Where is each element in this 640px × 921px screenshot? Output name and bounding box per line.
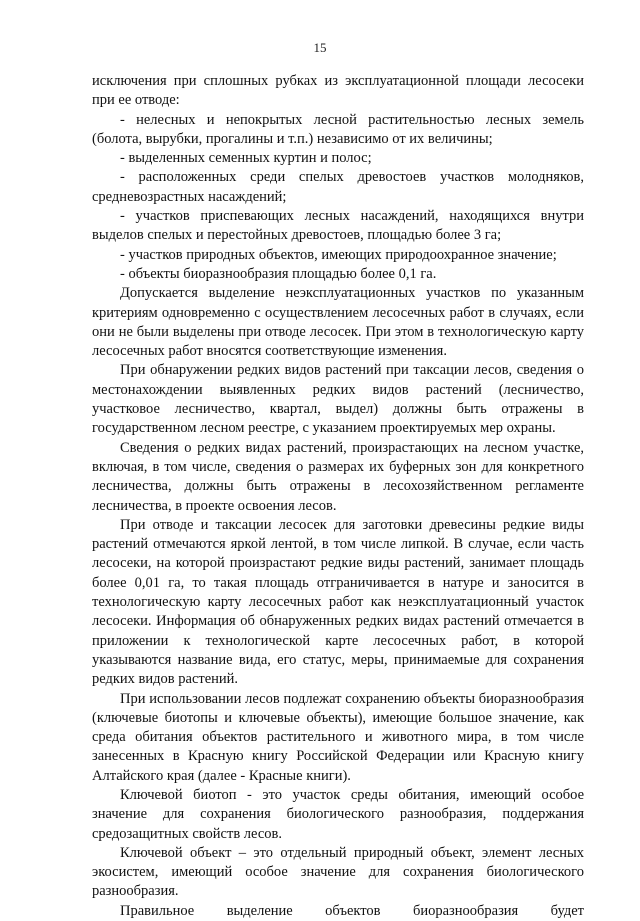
paragraph: Допускается выделение неэксплуатационных участков по указанным критериям одновременно с осуществлением лесосечных работ в случаях, если они не были выделены при отводе лесосек. При этом в технологическую карту лесосечных работ вносятся соответствующие изменения. [92,285,584,360]
list-item: - участков приспевающих лесных насаждений, находящихся внутри выделов спелых и перестойных древостоев, площадью более 3 га; [92,208,584,244]
paragraph: При обнаружении редких видов растений при таксации лесов, сведения о местонахождении выявленных редких видов растений (лесничество, участковое лесничество, квартал, выдел) должны быть отражены в государственном лесном реестре, с указанием проектируемых мер охраны. [92,362,584,437]
paragraph: Сведения о редких видах растений, произрастающих на лесном участке, включая, в том числе, сведения о размерах их буферных зон для конкретного лесничества, должны быть отражены в лесохозяйственном регламенте лесничества, в проекте освоения лесов. [92,439,584,514]
list-item: - участков природных объектов, имеющих природоохранное значение; [120,246,557,263]
paragraph: Ключевой биотоп - это участок среды обитания, имеющий особое значение для сохранения биологического разнообразия, поддержания средозащитных свойств лесов. [92,786,584,842]
list-item: - нелесных и непокрытых лесной растительностью лесных земель (болота, вырубки, прогалины и т.п.) независимо от их величины; [92,111,584,147]
list-item: - объекты биоразнообразия площадью более 0,1 га. [120,265,437,282]
list-item: - расположенных среди спелых древостоев участков молодняков, средневозрастных насаждений; [92,169,584,205]
paragraph: При использовании лесов подлежат сохранению объекты биоразнообразия (ключевые биотопы и ключевые объекты), имеющие большое значение, как среда обитания объектов растительного и животного мира, в том числе занесенных в Красную книгу Российской Федерации или Красную книгу Алтайского края (далее - Красные книги). [92,690,584,784]
page-number: 15 [313,40,327,55]
document-body [92,72,584,921]
paragraph: При отводе и таксации лесосек для заготовки древесины редкие виды растений отмечаются яркой лентой, в том числе липкой. В случае, если часть лесосеки, на которой произрастают редкие виды растений, занимает площадь более 0,01 га, то такая площадь отграничивается в натуре и заносится в технологическую карту лесосечных работ как неэксплуатационный участок лесосеки. Информация об обнаруженных редких видах растений отмечается в приложении к технологической карте лесосечных работ, в которой указываются название вида, его статус, меры, принимаемые для сохранения редких видов растений. [92,516,584,688]
paragraph: исключения при сплошных рубках из эксплуатационной площади лесосеки при ее отводе: [92,73,584,109]
list-item: - выделенных семенных куртин и полос; [120,150,372,167]
paragraph: Ключевой объект – это отдельный природный объект, элемент лесных экосистем, имеющий особое значение для сохранения биологического разнообразия. [92,844,584,900]
paragraph: Правильное выделение объектов биоразнообразия будет [120,902,584,919]
